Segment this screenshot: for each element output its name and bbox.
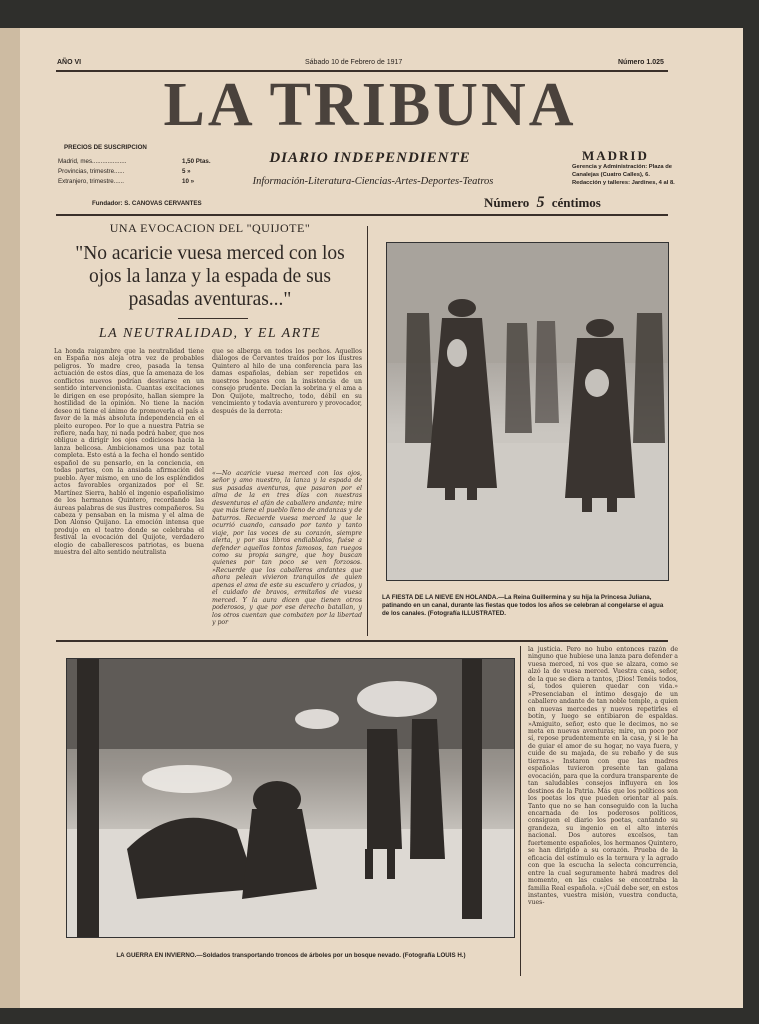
newspaper-subtitle: DIARIO INDEPENDIENTE [269, 150, 471, 166]
subscription-value: 10 » [182, 178, 195, 185]
article-kicker: UNA EVOCACION DEL "QUIJOTE" [109, 221, 311, 235]
price-line [484, 194, 601, 212]
article-subhead: LA NEUTRALIDAD, Y EL ARTE [98, 326, 322, 341]
subscription-label: Extranjero, trimestre...... [58, 178, 125, 185]
subscription-label: Madrid, mes.................... [58, 158, 127, 165]
newspaper-title: LA TRIBUNA [163, 71, 577, 139]
founder-line: Fundador: S. CANOVAS CERVANTES [92, 200, 202, 207]
photo-skating-holland [386, 242, 669, 581]
issue-date: Sábado 10 de Febrero de 1917 [305, 59, 403, 66]
headline-rule [178, 318, 248, 319]
article-column-2a: que se alberga en todos los pechos. Aquellos diálogos de Cervantes traídos por los ilustres Quintero al hilo de una conferencia para las damas españolas, debían ser repetidos en nuestros hogares con la insistencia de un consejo prudente. Decían la sobrina y el ama a Don Quijote, maltrecho, todo, débil en su vencimiento y todavía aventurero y provocador, después de la derrota: [212, 348, 362, 415]
price-label: Número [484, 195, 530, 210]
skating-scene-image [387, 243, 668, 580]
address-block [572, 163, 692, 187]
price-number: 5 [536, 194, 545, 211]
photo1-caption: LA FIESTA DE LA NIEVE EN HOLANDA.—La Reina Guillermina y su hija la Princesa Juliana, patinando en un canal, durante las fiestas que todos los años se celebran al congelarse el agua de los canales. (Fotografía ILLUSTRATED. [382, 594, 664, 617]
address-line: Redacción y talleres: Jardines, 4 al 8. [572, 180, 675, 186]
sections-line: Información-Literatura-Ciencias-Artes-Deportes-Teatros [252, 176, 494, 187]
subscription-row [58, 158, 228, 168]
article-column-3: la justicia. Pero no hubo entonces razón de ninguno que hubiese una lanza para defender a vuesa merced, ni vos que se alzara, como se alzó la de vuesa merced. Vuestra casa, señor, de la que se diera a tantos, ¡Dios! Tenéis todos, sí, todos quieren quedar con vida.» »Presenciaban el íntimo desgajo de un caballero andante de tan noble temple, a quien en nuevas mercedes y nuevos repetirles el botín, y luego se entibiaron de espaldas. »Amiguito, señor, esto que le decimos, no se meta en nuevas aventuras; mire, un poco por sí, repose prudentemente en la casa, y si le ha de guiar el amor de su hogar, no vaya fuera, y cuide de su majada, de su rebaño y de sus tierras.» Instaron con que las madres españolas tuvieron presente tan galana evocación, para que la cordura transparente de tan saludables consejos influyera en los destinos de la Patria. Más que los políticos son los poetas los que pueden orientar al país. Tanto que no se han conseguido con la lucha encarnada de los poderosos políticos, consiguen el diario los poetas, cantando su grandeza, su ingenio en el alto interés nacional. Dos autores excelsos, tan fuertemente españoles, los hermanos Quintero, se han dirigido a su corazón. Prueba de la eficacia del estímulo es la ternura y la agrado con que la escucha la selecta concurrencia, entre la cual seguramente habrá madres del momento, en las cuales se encontraba la familia Real española. »¡Cuál debe ser, en estos instantes, vuestra misión, vuestra conducta, vues- [528, 646, 678, 907]
city-label: MADRID [582, 148, 649, 163]
mid-rule [56, 640, 668, 642]
article-headline [50, 242, 370, 311]
year-label: AÑO VI [57, 59, 82, 66]
address-line: Canalejas (Cuatro Calles), 6. [572, 172, 650, 178]
subscription-value: 1,50 Ptas. [182, 158, 211, 165]
headline-line: "No acaricie vuesa merced con los [75, 243, 345, 264]
photo-winter-war [66, 658, 515, 938]
headline-line: ojos la lanza y la espada de sus [88, 266, 332, 287]
header-rule [56, 214, 668, 216]
winter-forest-image [67, 659, 514, 937]
article-column-2b: «—No acaricie vuesa merced con los ojos, señor y amo nuestro, la lanza y la espada de sus pasadas aventuras, que pasaron por el alma de la en tres días con nuestras desventuras el afán de caballero andante; mire que más tiene el pueblo lleno de andanzas y de baturros. Recuerde vuesa merced la que le ocurrió cuando, cansado por tanto y tanto viaje, por las voces de su corazón, siempre alerta, y por sus libros endiablados, fuése a defender aquellos tontos famosos, tan ruegos como su propia sangre, que hoy buscan quienes por tan poco se ven forzosos. »Recuerde que los caballeros andantes que ahora pelean vivieron tranquilos de quien apenas el ama de este su escudero y criados, y el cuidado de bravos, ermitaños de vuesa merced. Y la aura dicen que tienen otros poderosos, y que por ese derecho batallan, y los otros cuentan que combaten por la libertad y por [212, 470, 362, 627]
photo2-caption: LA GUERRA EN INVIERNO.—Soldados transportando troncos de árboles por un bosque nevado. (Fotografía LOUIS H.) [116, 952, 466, 959]
article-column-1: La honda raigambre que la neutralidad tiene en España nos aleja otra vez de probables peligros. Yo madre creo, pasada la tensa actuación de estos días, que la amenaza de los conflictos nuevos podrían desviarse en un sentido intervencionista. Cuantas excitaciones le dirigen en ese propósito, hallan siempre la hostilidad de la opinión. No tiene la nación deseo ni tiene el ánimo de promoverla el país a favor de la más absoluta independencia en el pleito europeo. Por lo que a nuestra Patria se refiere, nada hay, ni nada podrá haber, que nos obligue a dirigir los ojos codiciosos hacia la lanza belicosa. Ambicionamos una paz total completa. Esto está a la fecha el hondo sentido español de su pensarlo, en la conciencia, en todas partes, con la ansiada afirmación del pueblo. Ayer mismo, en uno de los espléndidos actos favorables organizados por el Sr. Martínez Sierra, habló el ingenio españolísimo de los hermanos Quintero, recordando las áureas palabras de sus ilustres compañeros. Su cabeza y pensaban en la misma y el alma de Don Alonso Quijano. La emoción intensa que produjo en el teatro donde se celebraba el festival la evocación del Quijote, verdadero elogio de caballerescos patriotas, es buena muestra del alto sentido neutralista [54, 348, 204, 557]
issue-number: Número 1.025 [618, 59, 664, 66]
address-line: Gerencia y Administración: Plaza de [572, 164, 672, 170]
subscription-heading: PRECIOS DE SUSCRIPCION [64, 144, 147, 151]
subscription-label: Provincias, trimestre...... [58, 168, 125, 175]
newspaper-page [20, 28, 743, 1008]
price-unit: céntimos [551, 195, 601, 210]
column-divider-lower [520, 646, 521, 976]
subscription-value: 5 » [182, 168, 191, 175]
column-divider [367, 226, 368, 636]
headline-line: pasadas aventuras..." [128, 289, 292, 310]
page-left-edge [0, 28, 20, 1008]
